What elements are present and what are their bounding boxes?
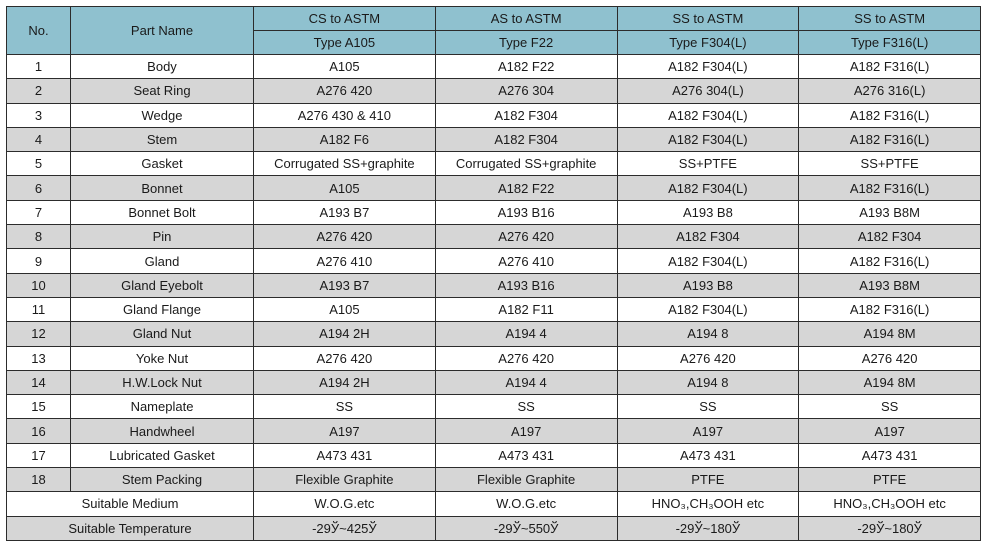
header-standard-ss-316: SS to ASTM	[799, 7, 981, 31]
material-cell: A182 F316(L)	[799, 127, 981, 151]
part-name: Gland Flange	[71, 297, 254, 321]
header-standard-ss-304: SS to ASTM	[617, 7, 799, 31]
footer-label: Suitable Medium	[7, 492, 254, 516]
row-number: 7	[7, 200, 71, 224]
material-cell: A193 B7	[254, 273, 436, 297]
row-number: 4	[7, 127, 71, 151]
materials-table	[6, 6, 981, 541]
material-cell: PTFE	[799, 468, 981, 492]
material-cell: A182 F316(L)	[799, 55, 981, 79]
part-name: Gland	[71, 249, 254, 273]
materials-sheet	[6, 6, 980, 541]
material-cell: A194 8	[617, 322, 799, 346]
material-cell: A473 431	[799, 443, 981, 467]
material-cell: A182 F22	[435, 55, 617, 79]
row-number: 14	[7, 370, 71, 394]
material-cell: Flexible Graphite	[435, 468, 617, 492]
material-cell: A193 B8M	[799, 200, 981, 224]
material-cell: A197	[799, 419, 981, 443]
part-name: Lubricated Gasket	[71, 443, 254, 467]
row-number: 1	[7, 55, 71, 79]
material-cell: A193 B7	[254, 200, 436, 224]
table-row	[7, 346, 981, 370]
material-cell: A182 F22	[435, 176, 617, 200]
footer-value: -29Ў~180Ў	[799, 516, 981, 540]
material-cell: A193 B8	[617, 273, 799, 297]
table-row	[7, 419, 981, 443]
material-cell: A276 420	[254, 346, 436, 370]
material-cell: A194 8M	[799, 322, 981, 346]
part-name: Bonnet Bolt	[71, 200, 254, 224]
material-cell: SS+PTFE	[799, 152, 981, 176]
material-cell: A182 F316(L)	[799, 176, 981, 200]
footer-value: -29Ў~425Ў	[254, 516, 436, 540]
material-cell: A182 F6	[254, 127, 436, 151]
table-row	[7, 152, 981, 176]
part-name: Pin	[71, 225, 254, 249]
material-cell: A276 304	[435, 79, 617, 103]
table-row	[7, 273, 981, 297]
row-number: 17	[7, 443, 71, 467]
material-cell: Flexible Graphite	[254, 468, 436, 492]
material-cell: A194 4	[435, 322, 617, 346]
row-number: 10	[7, 273, 71, 297]
footer-row	[7, 516, 981, 540]
table-row	[7, 55, 981, 79]
part-name: Bonnet	[71, 176, 254, 200]
material-cell: A182 F304	[617, 225, 799, 249]
row-number: 15	[7, 395, 71, 419]
table-row	[7, 468, 981, 492]
table-row	[7, 225, 981, 249]
row-number: 2	[7, 79, 71, 103]
part-name: Handwheel	[71, 419, 254, 443]
material-cell: A182 F316(L)	[799, 103, 981, 127]
material-cell: A473 431	[254, 443, 436, 467]
material-cell: A193 B8	[617, 200, 799, 224]
table-row	[7, 443, 981, 467]
row-number: 18	[7, 468, 71, 492]
material-cell: A182 F316(L)	[799, 297, 981, 321]
material-cell: A276 410	[254, 249, 436, 273]
part-name: Nameplate	[71, 395, 254, 419]
table-row	[7, 127, 981, 151]
material-cell: A194 8	[617, 370, 799, 394]
table-row	[7, 176, 981, 200]
material-cell: SS	[435, 395, 617, 419]
header-standard-cs: CS to ASTM	[254, 7, 436, 31]
table-row	[7, 370, 981, 394]
part-name: Yoke Nut	[71, 346, 254, 370]
header-standard-as: AS to ASTM	[435, 7, 617, 31]
material-cell: A473 431	[435, 443, 617, 467]
footer-value: HNO₃,CH₃OOH etc	[799, 492, 981, 516]
row-number: 8	[7, 225, 71, 249]
row-number: 5	[7, 152, 71, 176]
material-cell: PTFE	[617, 468, 799, 492]
material-cell: SS+PTFE	[617, 152, 799, 176]
part-name: Seat Ring	[71, 79, 254, 103]
material-cell: A194 8M	[799, 370, 981, 394]
header-type-f304l: Type F304(L)	[617, 31, 799, 55]
material-cell: A182 F304(L)	[617, 297, 799, 321]
part-name: Gasket	[71, 152, 254, 176]
part-name: Gland Eyebolt	[71, 273, 254, 297]
material-cell: SS	[799, 395, 981, 419]
table-row	[7, 103, 981, 127]
material-cell: A193 B16	[435, 200, 617, 224]
row-number: 3	[7, 103, 71, 127]
material-cell: A182 F304(L)	[617, 127, 799, 151]
material-cell: A182 F11	[435, 297, 617, 321]
material-cell: A276 420	[254, 79, 436, 103]
footer-value: -29Ў~180Ў	[617, 516, 799, 540]
material-cell: A276 420	[435, 225, 617, 249]
material-cell: A276 316(L)	[799, 79, 981, 103]
header-no: No.	[7, 7, 71, 55]
material-cell: A197	[617, 419, 799, 443]
part-name: H.W.Lock Nut	[71, 370, 254, 394]
material-cell: A194 4	[435, 370, 617, 394]
row-number: 11	[7, 297, 71, 321]
material-cell: A194 2H	[254, 370, 436, 394]
material-cell: A193 B8M	[799, 273, 981, 297]
table-row	[7, 322, 981, 346]
material-cell: A182 F304(L)	[617, 249, 799, 273]
table-row	[7, 395, 981, 419]
material-cell: A105	[254, 297, 436, 321]
part-name: Stem Packing	[71, 468, 254, 492]
material-cell: SS	[254, 395, 436, 419]
row-number: 9	[7, 249, 71, 273]
material-cell: A182 F304	[435, 103, 617, 127]
footer-value: W.O.G.etc	[435, 492, 617, 516]
footer-value: -29Ў~550Ў	[435, 516, 617, 540]
material-cell: A182 F304	[435, 127, 617, 151]
material-cell: A197	[435, 419, 617, 443]
material-cell: SS	[617, 395, 799, 419]
footer-value: W.O.G.etc	[254, 492, 436, 516]
material-cell: A276 420	[799, 346, 981, 370]
material-cell: Corrugated SS+graphite	[435, 152, 617, 176]
table-row	[7, 200, 981, 224]
part-name: Gland Nut	[71, 322, 254, 346]
material-cell: Corrugated SS+graphite	[254, 152, 436, 176]
table-row	[7, 79, 981, 103]
material-cell: A276 304(L)	[617, 79, 799, 103]
material-cell: A193 B16	[435, 273, 617, 297]
material-cell: A473 431	[617, 443, 799, 467]
material-cell: A105	[254, 176, 436, 200]
material-cell: A182 F316(L)	[799, 249, 981, 273]
material-cell: A182 F304(L)	[617, 55, 799, 79]
material-cell: A182 F304	[799, 225, 981, 249]
row-number: 12	[7, 322, 71, 346]
material-cell: A276 420	[617, 346, 799, 370]
table-row	[7, 297, 981, 321]
part-name: Stem	[71, 127, 254, 151]
part-name: Body	[71, 55, 254, 79]
header-type-a105: Type A105	[254, 31, 436, 55]
footer-value: HNO₃,CH₃OOH etc	[617, 492, 799, 516]
table-header	[7, 7, 981, 55]
row-number: 13	[7, 346, 71, 370]
row-number: 16	[7, 419, 71, 443]
header-part-name: Part Name	[71, 7, 254, 55]
table-body	[7, 55, 981, 541]
footer-row	[7, 492, 981, 516]
material-cell: A194 2H	[254, 322, 436, 346]
header-type-f316l: Type F316(L)	[799, 31, 981, 55]
material-cell: A276 410	[435, 249, 617, 273]
part-name: Wedge	[71, 103, 254, 127]
header-type-f22: Type F22	[435, 31, 617, 55]
row-number: 6	[7, 176, 71, 200]
material-cell: A197	[254, 419, 436, 443]
material-cell: A105	[254, 55, 436, 79]
material-cell: A276 420	[435, 346, 617, 370]
material-cell: A182 F304(L)	[617, 103, 799, 127]
material-cell: A276 420	[254, 225, 436, 249]
footer-label: Suitable Temperature	[7, 516, 254, 540]
header-row-standards	[7, 7, 981, 31]
table-row	[7, 249, 981, 273]
material-cell: A276 430 & 410	[254, 103, 436, 127]
material-cell: A182 F304(L)	[617, 176, 799, 200]
